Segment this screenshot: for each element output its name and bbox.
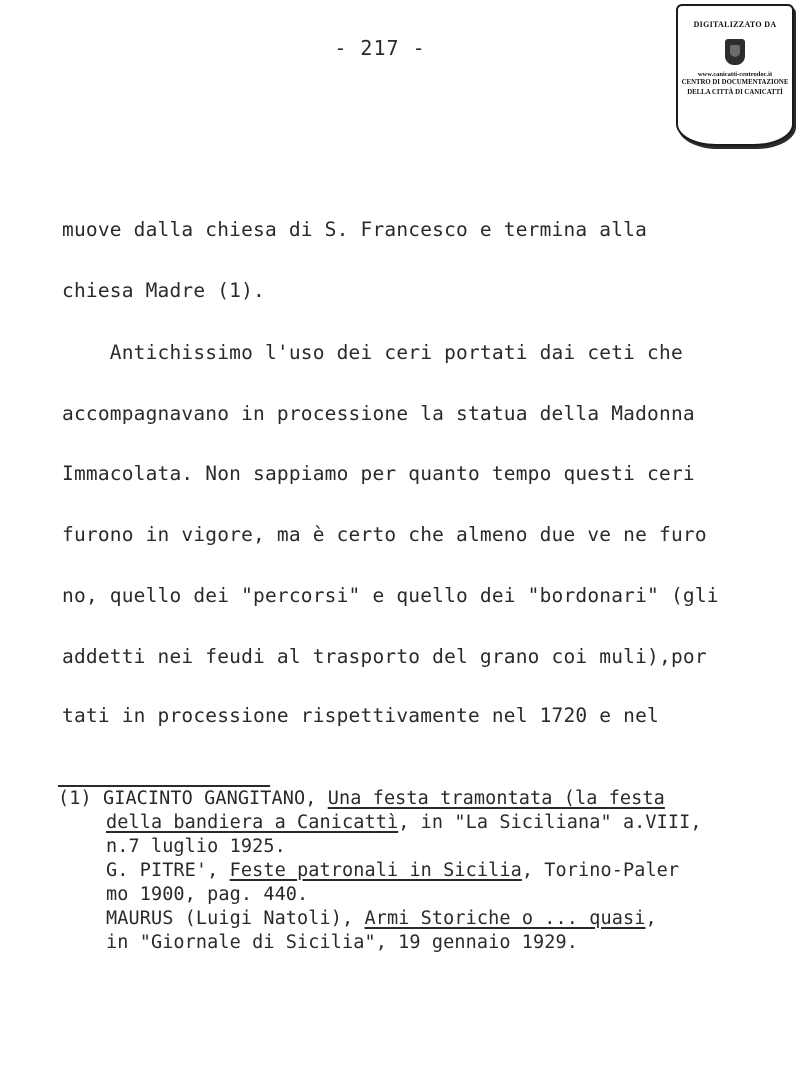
footnote-line (106, 812, 702, 833)
footnote-title: Armi Storiche o ... quasi (364, 908, 646, 929)
page-number: - 217 - (334, 36, 426, 60)
footnote-title: Feste patronali in Sicilia (229, 860, 522, 881)
footnote-rule (58, 785, 270, 787)
footnote-line: MAURUS (Luigi Natoli), Armi Storiche o ... quasi, (106, 908, 657, 929)
body-line: no, quello dei "percorsi" e quello dei "bordonari" (gli (62, 584, 719, 607)
footnote-line: in "Giornale di Sicilia", 19 gennaio 1929. (106, 932, 578, 953)
footnote-line: (1) GIACINTO GANGITANO, Una festa tramontata (la festa (58, 788, 665, 809)
footnote-source: , in "La Siciliana" a.VIII, (398, 812, 702, 833)
body-line: Immacolata. Non sappiamo per quanto tempo questi ceri (62, 462, 695, 485)
body-line: muove dalla chiesa di S. Francesco e termina alla (62, 218, 648, 241)
body-line: chiesa Madre (1). (62, 279, 265, 302)
body-line: furono in vigore, ma è certo che almeno due ve ne furo (62, 523, 707, 546)
footnote-title: Una festa tramontata (la festa (327, 788, 665, 809)
footnote-line: n.7 luglio 1925. (106, 836, 286, 857)
footnote-title: della bandiera a Canicattì (106, 812, 399, 833)
stamp-line-2: DELLA CITTÀ DI CANICATTÌ (687, 89, 783, 96)
city-crest-icon (725, 39, 745, 65)
footnote-marker: (1) (58, 788, 92, 809)
footnote-author: G. PITRE' (106, 860, 208, 881)
footnote-author: MAURUS (Luigi Natoli) (106, 908, 342, 929)
stamp-heading: DIGITALIZZATO DA (693, 20, 777, 29)
body-line: tati in processione rispettivamente nel 1720 e nel (62, 704, 659, 727)
body-line: Antichissimo l'uso dei ceri portati dai ceti che (62, 341, 683, 364)
body-line: addetti nei feudi al trasporto del grano coi muli),por (62, 645, 707, 668)
body-line: accompagnavano in processione la statua della Madonna (62, 402, 695, 425)
footnote-source: , Torino-Paler (521, 860, 680, 881)
stamp-url: www.canicatti-centrodoc.it (697, 71, 773, 78)
digitization-stamp (676, 4, 794, 146)
stamp-line-1: CENTRO DI DOCUMENTAZIONE (681, 79, 789, 86)
footnote-line: G. PITRE', Feste patronali in Sicilia, Torino-Paler (106, 860, 680, 881)
footnote-source: , (645, 908, 657, 929)
footnote-line: mo 1900, pag. 440. (106, 884, 309, 905)
footnote-author: GIACINTO GANGITANO (102, 788, 306, 809)
